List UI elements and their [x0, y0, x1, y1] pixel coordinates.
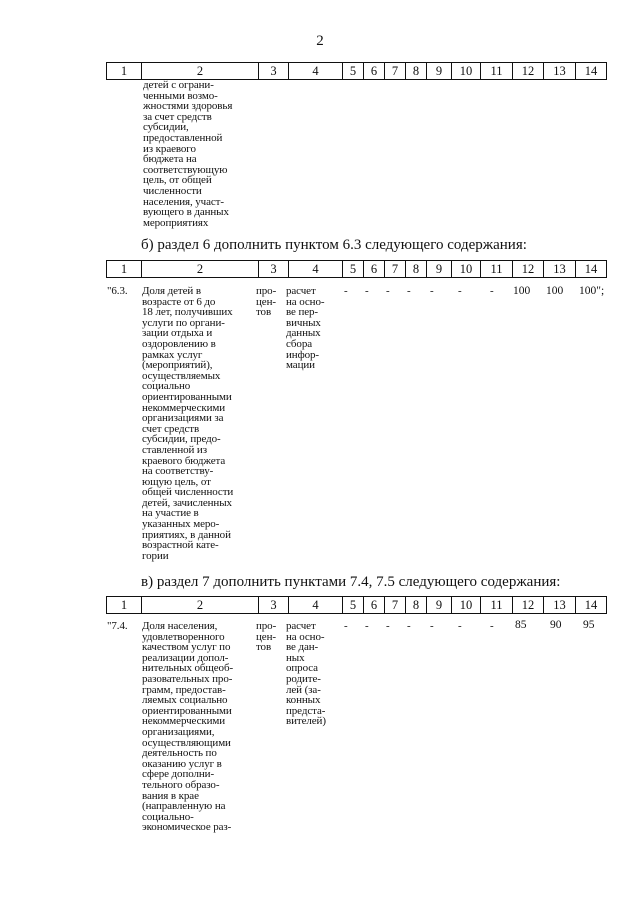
table2-header [106, 260, 607, 278]
col-header: 12 [513, 597, 544, 614]
row-7-4-value-col14: 95 [583, 619, 595, 631]
row-7-4-value-col7: - [386, 620, 390, 632]
row-7-4-value-col6: - [365, 620, 369, 632]
col-header: 11 [481, 261, 513, 278]
col-header: 13 [544, 63, 576, 80]
col-header: 2 [142, 261, 259, 278]
col-header: 6 [364, 597, 385, 614]
col-header: 9 [427, 597, 452, 614]
col-header: 5 [343, 597, 364, 614]
col-header: 8 [406, 63, 427, 80]
table1-header [106, 62, 607, 80]
row-7-4-value-col12: 85 [515, 619, 527, 631]
col-header: 2 [142, 597, 259, 614]
col-header: 8 [406, 261, 427, 278]
row-6-3-value-col12: 100 [513, 285, 531, 297]
col-header: 8 [406, 597, 427, 614]
table1-col2-text: детей с ограни- ченными возмо- жностями здоровья за счет средств субсидии, предоставленной из краевого бюджета на соответствующую цель, от общей численности населения, участ- вующего в данных мероприятиях [143, 79, 233, 229]
col-header: 13 [544, 261, 576, 278]
row-6-3-value-col7: - [386, 285, 390, 297]
row-7-4-value-col11: - [490, 620, 494, 632]
row-7-4-unit: про- цен- тов [256, 620, 277, 654]
col-header: 2 [142, 63, 259, 80]
col-header: 7 [385, 63, 406, 80]
col-header: 4 [289, 597, 343, 614]
row-6-3-description: Доля детей в возрасте от 6 до 18 лет, получивших услуги по органи- зации отдыха и оздоровлению в рамках услуг (мероприятий), осуществляемых социально ориентированными некоммерческими организациями за счет средств субсидии, предо- ставленной из краевого бюджета на соответству- ющую цель, от общей численности детей, зачисленных на участие в указанных меро- приятиях, в данной возрастной кате- гории [142, 285, 234, 562]
col-header: 10 [452, 597, 481, 614]
row-7-4-value-col5: - [344, 620, 348, 632]
table3-header [106, 596, 607, 614]
col-header: 10 [452, 261, 481, 278]
row-6-3-value-col9: - [430, 285, 434, 297]
row-7-4-description: Доля населения, удовлетворенного качеством услуг по реализации допол- нительных общеоб- разовательных про- грамм, предостав- ляемых социально ориентированными некоммерческими организациями, осуществляющими деятельность по оказанию услуг в сфере дополни- тельного образо- вания в крае (направленную на социально- экономическое раз- [142, 620, 234, 834]
col-header: 13 [544, 597, 576, 614]
row-7-4-value-col10: - [458, 620, 462, 632]
row-6-3-value-col11: - [490, 285, 494, 297]
row-7-4-value-col9: - [430, 620, 434, 632]
col-header: 7 [385, 597, 406, 614]
col-header: 9 [427, 63, 452, 80]
row-6-3-value-col6: - [365, 285, 369, 297]
col-header: 1 [107, 261, 142, 278]
col-header: 1 [107, 63, 142, 80]
col-header: 4 [289, 261, 343, 278]
col-header: 14 [576, 261, 607, 278]
row-6-3-value-col13: 100 [546, 285, 564, 297]
col-header: 6 [364, 63, 385, 80]
row-7-4-number: "7.4. [107, 620, 128, 632]
col-header: 6 [364, 261, 385, 278]
col-header: 12 [513, 261, 544, 278]
col-header: 3 [259, 261, 289, 278]
col-header: 12 [513, 63, 544, 80]
col-header: 11 [481, 597, 513, 614]
page-number: 2 [316, 33, 324, 49]
row-6-3-value-col14: 100"; [579, 285, 605, 297]
col-header: 10 [452, 63, 481, 80]
section-c-paragraph: в) раздел 7 дополнить пунктами 7.4, 7.5 следующего содержания: [141, 574, 561, 590]
row-6-3-method: расчет на осно- ве пер- вичных данных сбора инфор- мации [286, 285, 325, 372]
row-6-3-value-col10: - [458, 285, 462, 297]
col-header: 11 [481, 63, 513, 80]
col-header: 7 [385, 261, 406, 278]
col-header: 14 [576, 597, 607, 614]
row-7-4-value-col13: 90 [550, 619, 562, 631]
col-header: 5 [343, 63, 364, 80]
row-7-4-method: расчет на осно- ве дан- ных опроса родите- лей (за- конных предста- вителей) [286, 620, 326, 728]
row-6-3-unit: про- цен- тов [256, 285, 277, 319]
row-6-3-number: "6.3. [107, 285, 128, 297]
col-header: 3 [259, 63, 289, 80]
col-header: 3 [259, 597, 289, 614]
col-header: 9 [427, 261, 452, 278]
row-6-3-value-col8: - [407, 285, 411, 297]
row-7-4-value-col8: - [407, 620, 411, 632]
col-header: 4 [289, 63, 343, 80]
col-header: 5 [343, 261, 364, 278]
row-6-3-value-col5: - [344, 285, 348, 297]
col-header: 14 [576, 63, 607, 80]
section-b-paragraph: б) раздел 6 дополнить пунктом 6.3 следующего содержания: [141, 237, 527, 253]
col-header: 1 [107, 597, 142, 614]
